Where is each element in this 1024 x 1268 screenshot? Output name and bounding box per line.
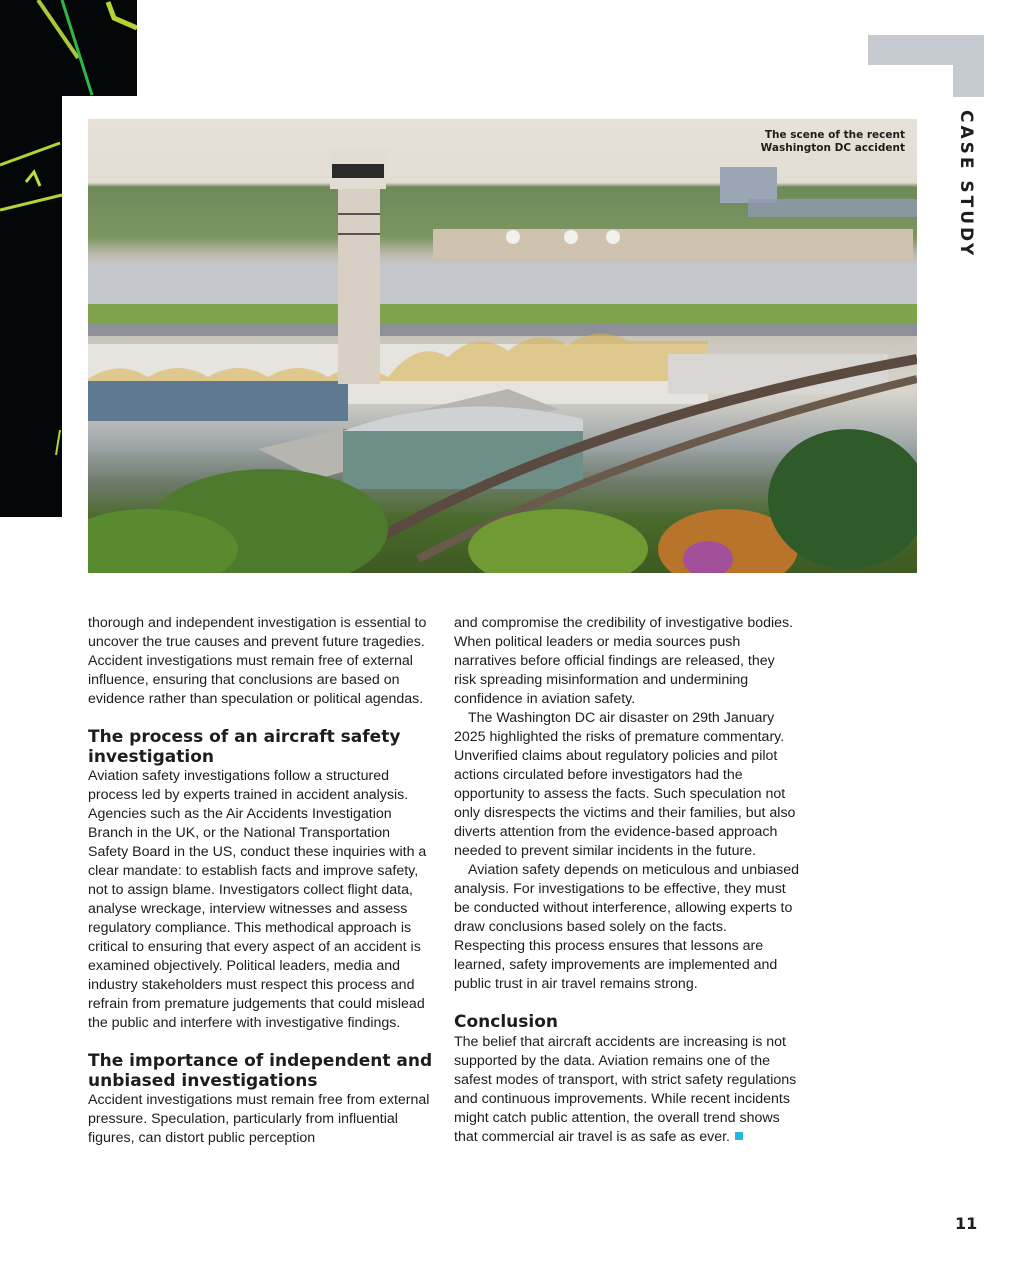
section-label: CASE STUDY xyxy=(956,110,976,259)
article-end-mark-icon xyxy=(735,1132,743,1140)
paragraph-independent-investigations: Accident investigations must remain free from external pressure. Speculation, particularly from influential figures, can distort public perception xyxy=(88,1092,430,1146)
caption-line-1: The scene of the recent xyxy=(764,129,905,141)
conclusion-text: The belief that aircraft accidents are increasing is not supported by the data. Aviation remains one of the safest modes of transport, with strict safety regulations and continuous improvements. While recent incidents might catch public attention, the overall trend shows that commercial air travel is as safe as ever. xyxy=(454,1033,797,1145)
airport-photo xyxy=(88,119,917,573)
caption-line-2: Washington DC accident xyxy=(760,142,905,154)
paragraph-credibility: and compromise the credibility of investigative bodies. When political leaders or media sources push narratives before official findings are released, they risk spreading misinformation and undermining confidence in aviation safety. xyxy=(454,615,794,707)
article-column-left xyxy=(88,614,433,1148)
intro-paragraph: thorough and independent investigation is essential to uncover the true causes and prevent future tragedies. Accident investigations must remain free of external influence, ensuring that conclusions are based on evidence rather than speculation or political agendas. xyxy=(88,615,427,707)
article-column-right xyxy=(454,614,799,1147)
paragraph-washington-dc: The Washington DC air disaster on 29th January 2025 highlighted the risks of premature commentary. Unverified claims about regulatory policies and pilot actions circulated before investigators had the opportunity to assess the facts. Such speculation not only disrespects the victims and their families, but also diverts attention from the evidence-based approach needed to prevent similar incidents in the future. xyxy=(454,710,796,859)
heading-independent-investigations: The importance of independent and unbiased investigations xyxy=(88,1051,433,1091)
heading-conclusion: Conclusion xyxy=(454,1012,558,1032)
paragraph-investigation-process: Aviation safety investigations follow a structured process led by experts trained in accident analysis. Agencies such as the Air Accidents Investigation Branch in the UK, or the National Transportation Safety Board in the US, conduct these inquiries with a clear mandate: to establish facts and improve safety, not to assign blame. Investigators collect flight data, analyse wreckage, interview witnesses and assess regulatory compliance. This methodical approach is critical to ensuring that every aspect of an accident is examined objectively. Political leaders, media and industry stakeholders must respect this process and refrain from premature judgements that could mislead the public and interfere with investigative findings. xyxy=(88,768,427,1031)
corner-bracket-decoration xyxy=(953,35,984,97)
page-number: 11 xyxy=(955,1214,978,1233)
paragraph-unbiased-analysis: Aviation safety depends on meticulous and unbiased analysis. For investigations to be effective, they must be conducted without interference, allowing experts to draw conclusions based solely on the facts. Respecting this process ensures that lessons are learned, safety improvements are implemented and public trust in air travel remains strong. xyxy=(454,862,800,992)
heading-investigation-process: The process of an aircraft safety investigation xyxy=(88,727,401,767)
paragraph-conclusion xyxy=(454,1033,799,1147)
photo-caption xyxy=(761,129,905,155)
airport-scene-illustration xyxy=(88,119,917,573)
